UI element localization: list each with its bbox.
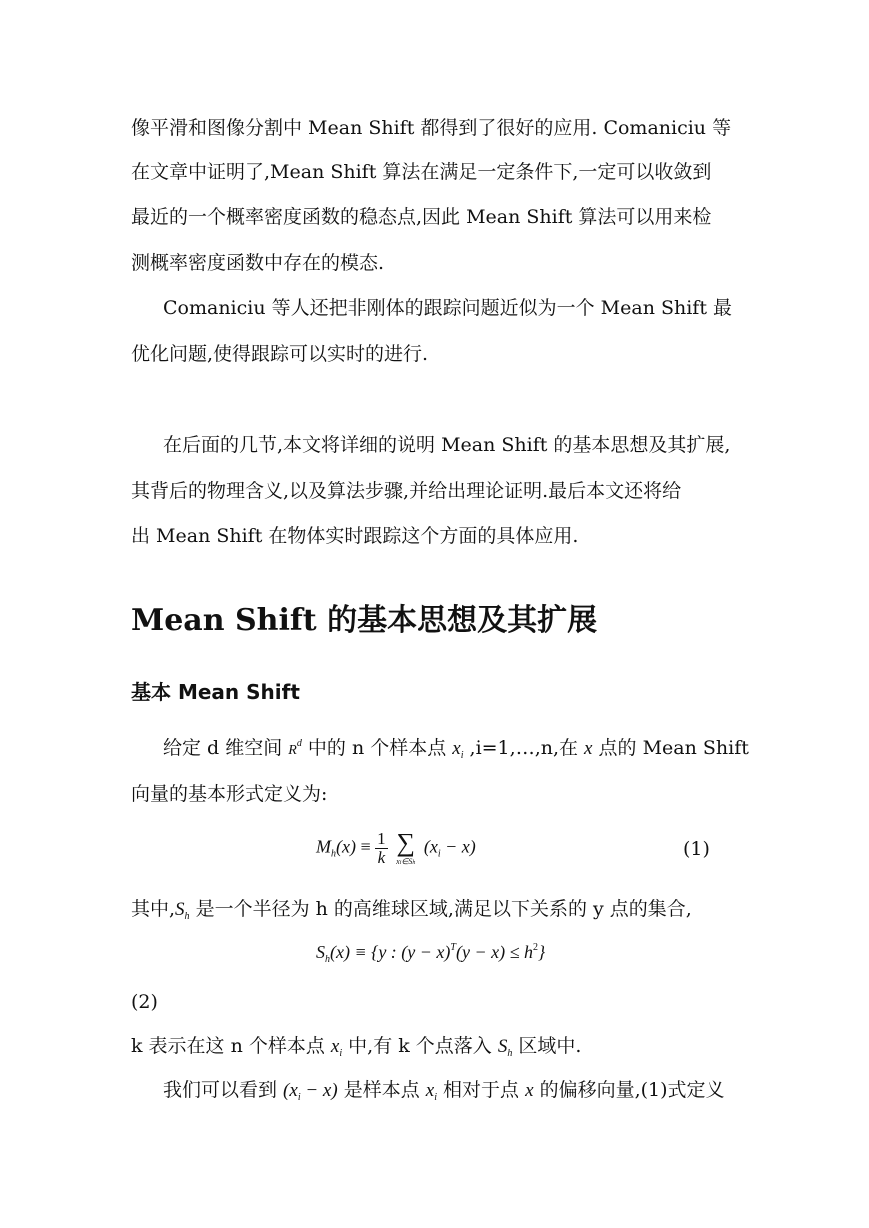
- math-x: x: [330, 1036, 340, 1057]
- paragraph-6: [131, 1037, 581, 1059]
- fraction-denominator: k: [377, 847, 386, 867]
- paragraph-4-line-1: [163, 739, 749, 761]
- paragraph-3-line-1: 在后面的几节,本文将详细的说明 Mean Shift 的基本思想及其扩展,: [163, 434, 731, 456]
- text-run: 点的 Mean Shift: [592, 737, 749, 759]
- math-body-part-c: }: [537, 942, 546, 962]
- math-M: M: [316, 836, 331, 857]
- math-subscript-h: h: [507, 1048, 513, 1059]
- equation-2: [316, 942, 545, 965]
- equation-2-label: (2): [131, 991, 158, 1013]
- paragraph-3-line-3: 出 Mean Shift 在物体实时跟踪这个方面的具体应用.: [131, 525, 579, 547]
- fraction-numerator: 1: [377, 829, 386, 848]
- paragraph-2-line-1: Comaniciu 等人还把非刚体的跟踪问题近似为一个 Mean Shift 最: [163, 297, 733, 319]
- math-equiv-symbol: ≡: [360, 836, 371, 857]
- math-S: S: [175, 899, 185, 920]
- text-run: 中,有 k 个点落入: [342, 1035, 498, 1057]
- paragraph-4-line-2: 向量的基本形式定义为:: [131, 783, 328, 805]
- math-subscript-h: h: [331, 848, 336, 860]
- math-rhs-close: − x): [440, 836, 476, 857]
- text-run: 其中,: [131, 898, 176, 920]
- math-superscript-T: T: [450, 942, 456, 953]
- math-lhs-argument: (x): [336, 836, 356, 857]
- summation-limit: xi∈Sh: [396, 857, 416, 867]
- math-rhs-open: (x: [423, 836, 438, 857]
- math-body-part-a: (x) ≡ {y : (y − x): [330, 942, 451, 962]
- math-paren-close: − x): [300, 1080, 338, 1101]
- sigma-symbol: ∑: [396, 828, 416, 858]
- text-run: 是样本点: [337, 1079, 426, 1101]
- text-run: ,i=1,…,n,在: [463, 737, 585, 759]
- section-heading: Mean Shift 的基本思想及其扩展: [131, 603, 598, 638]
- subsection-heading: 基本 Mean Shift: [131, 680, 300, 704]
- paragraph-1-line-3: 最近的一个概率密度函数的稳态点,因此 Mean Shift 算法可以用来检: [131, 206, 712, 228]
- math-S: S: [316, 942, 325, 962]
- equation-1: [316, 830, 476, 867]
- math-subscript-h: h: [325, 954, 330, 965]
- math-x: x: [452, 738, 461, 759]
- math-subscript-i: i: [339, 1048, 343, 1059]
- math-subscript-h: h: [184, 911, 190, 922]
- math-paren-open: (x: [283, 1080, 298, 1101]
- math-subscript-i: i: [460, 750, 464, 761]
- math-body-part-b: (y − x) ≤ h: [455, 942, 533, 962]
- equation-1-label: (1): [683, 838, 710, 860]
- math-subscript-i: i: [437, 848, 441, 860]
- math-fraction: [375, 830, 388, 867]
- text-run: 给定 d 维空间: [163, 737, 289, 759]
- math-x: x: [584, 738, 593, 759]
- text-run: 是一个半径为 h 的高维球区域,满足以下关系的 y 点的集合,: [189, 898, 692, 920]
- math-S: S: [497, 1036, 508, 1057]
- math-subscript-i: i: [297, 1092, 301, 1103]
- text-run: 的偏移向量,(1)式定义: [533, 1079, 725, 1101]
- text-run: 区域中.: [512, 1035, 582, 1057]
- math-R: R: [288, 743, 297, 758]
- paragraph-3-line-2: 其背后的物理含义,以及算法步骤,并给出理论证明.最后本文还将给: [131, 480, 682, 502]
- paragraph-1-line-2: 在文章中证明了,Mean Shift 算法在满足一定条件下,一定可以收敛到: [131, 161, 712, 183]
- math-subscript-i: i: [434, 1092, 437, 1103]
- paragraph-1-line-4: 测概率密度函数中存在的模态.: [131, 252, 385, 274]
- text-run: 我们可以看到: [163, 1079, 284, 1101]
- math-x: x: [425, 1080, 435, 1101]
- text-run: 相对于点: [437, 1079, 526, 1101]
- paragraph-7: [163, 1081, 725, 1103]
- paragraph-1-line-1: 像平滑和图像分割中 Mean Shift 都得到了很好的应用. Comaniciu 等: [131, 117, 732, 139]
- paragraph-5: [131, 900, 692, 922]
- text-run: k 表示在这 n 个样本点: [131, 1035, 331, 1057]
- paragraph-2-line-2: 优化问题,使得跟踪可以实时的进行.: [131, 343, 429, 365]
- math-superscript-2: 2: [532, 942, 538, 953]
- math-x: x: [525, 1080, 534, 1101]
- math-summation: [396, 830, 415, 866]
- math-superscript-d: d: [296, 738, 302, 749]
- text-run: 中的 n 个样本点: [301, 737, 453, 759]
